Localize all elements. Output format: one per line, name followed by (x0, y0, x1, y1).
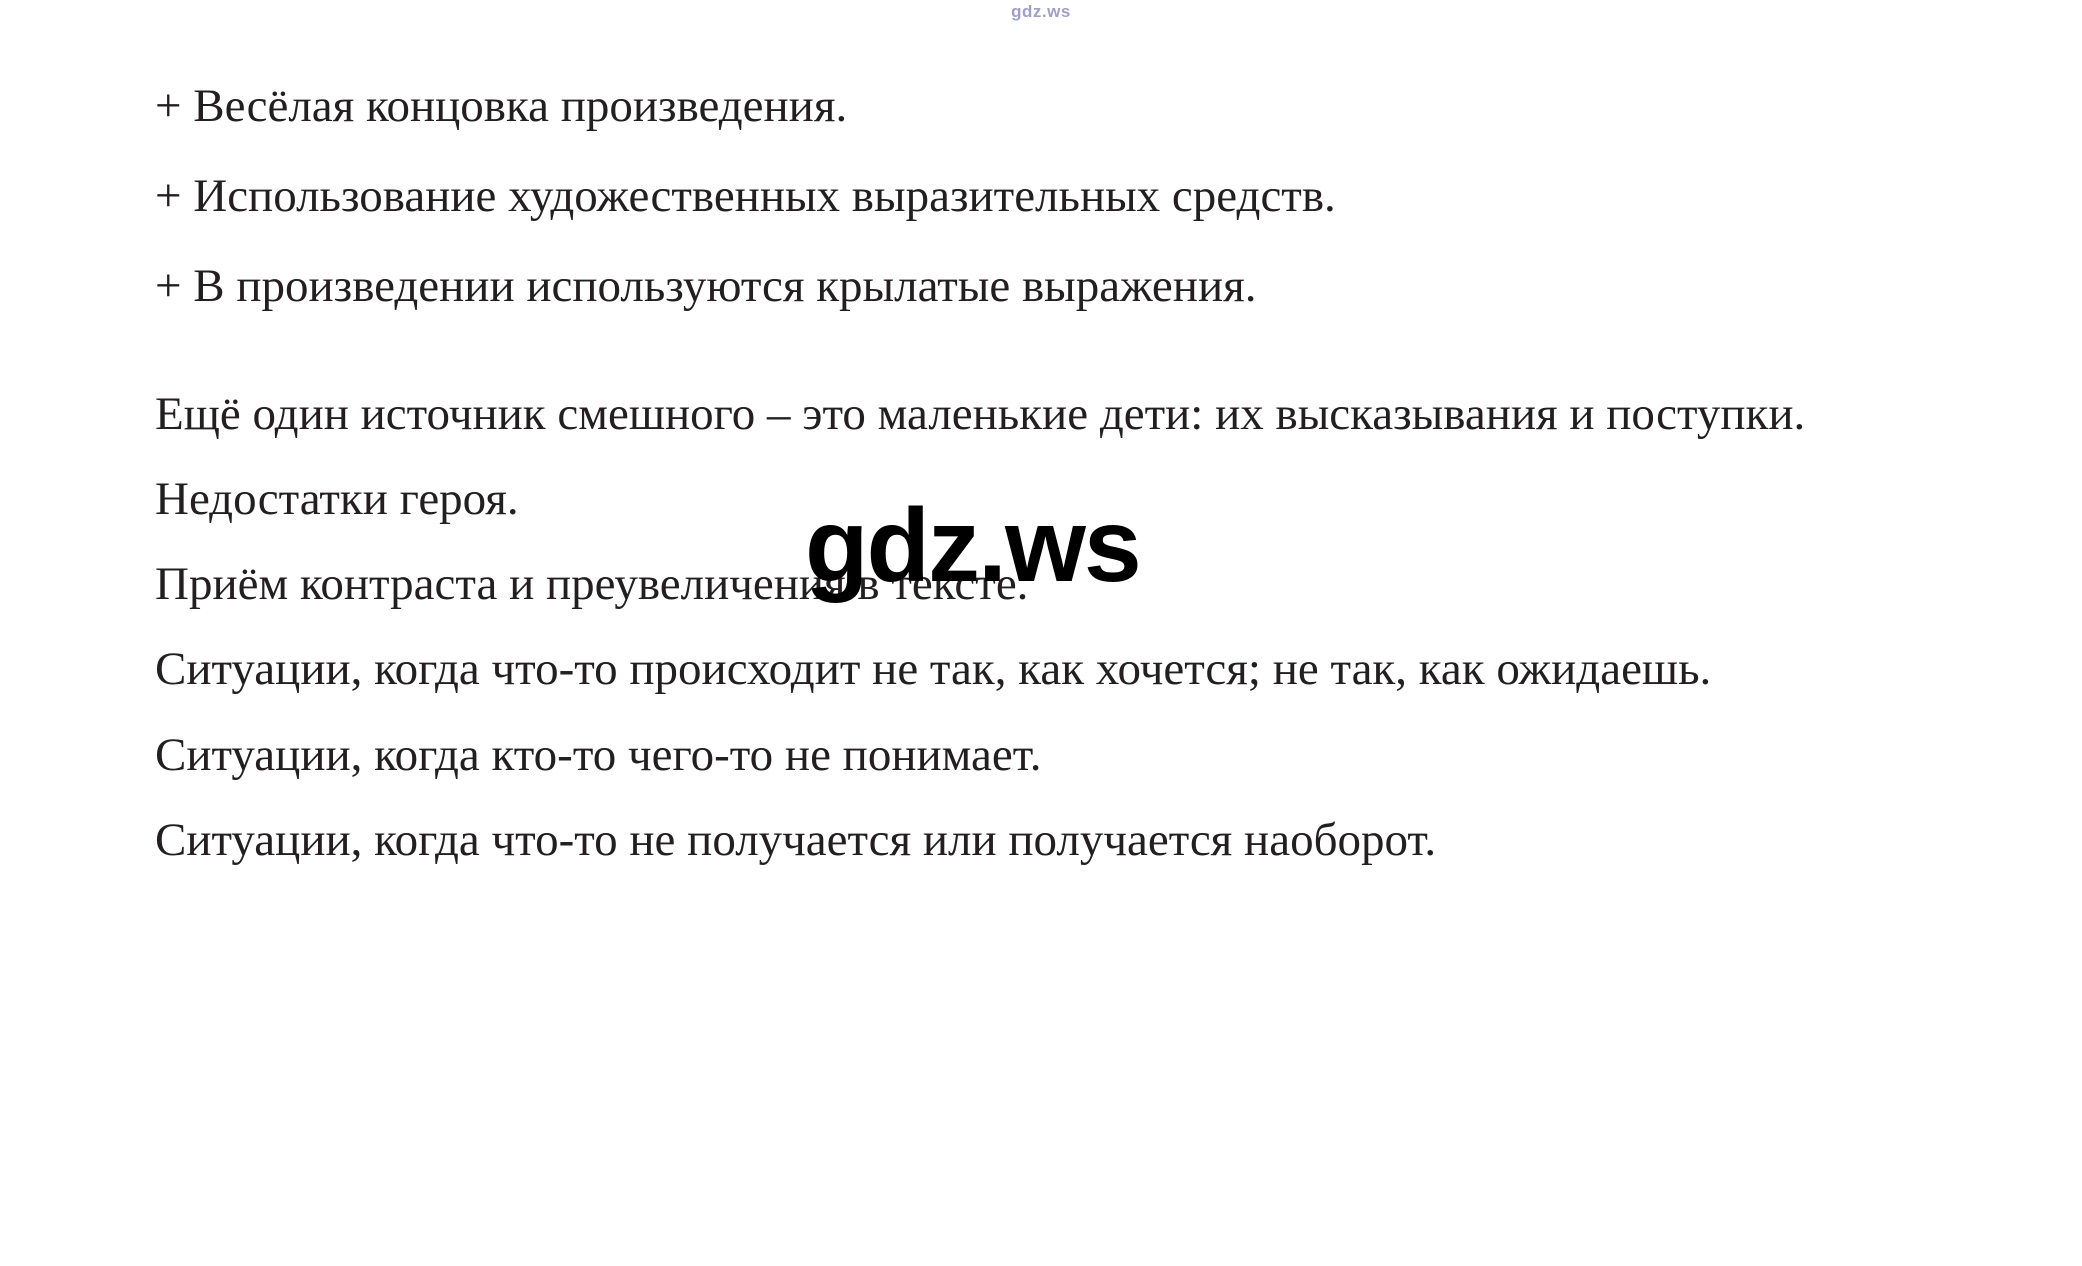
body-paragraph-3: Приём контраста и преувеличения в тексте. (155, 558, 1029, 611)
body-paragraph-4: Ситуации, когда что-то происходит не так, как хочется; не так, как ожидаешь. (155, 643, 1712, 696)
body-paragraph-1: Ещё один источник смешного – это маленькие дети: их высказывания и поступки. (155, 388, 1806, 441)
body-paragraph-2: Недостатки героя. (155, 473, 519, 526)
section-divider (155, 342, 1945, 380)
center-watermark: gdz.ws (805, 488, 1140, 604)
body-paragraph-5: Ситуации, когда кто-то чего-то не понимает. (155, 728, 1042, 781)
document-content (155, 72, 1945, 891)
body-paragraph-6: Ситуации, когда что-то не получается или получается наоборот. (155, 813, 1437, 866)
plus-point-1: + Весёлая концовка произведения. (155, 80, 848, 132)
plus-point-3: + В произведении используются крылатые выражения. (155, 260, 1257, 313)
top-watermark: gdz.ws (1011, 2, 1071, 21)
plus-point-2: + Использование художественных выразительных средств. (155, 170, 1336, 223)
